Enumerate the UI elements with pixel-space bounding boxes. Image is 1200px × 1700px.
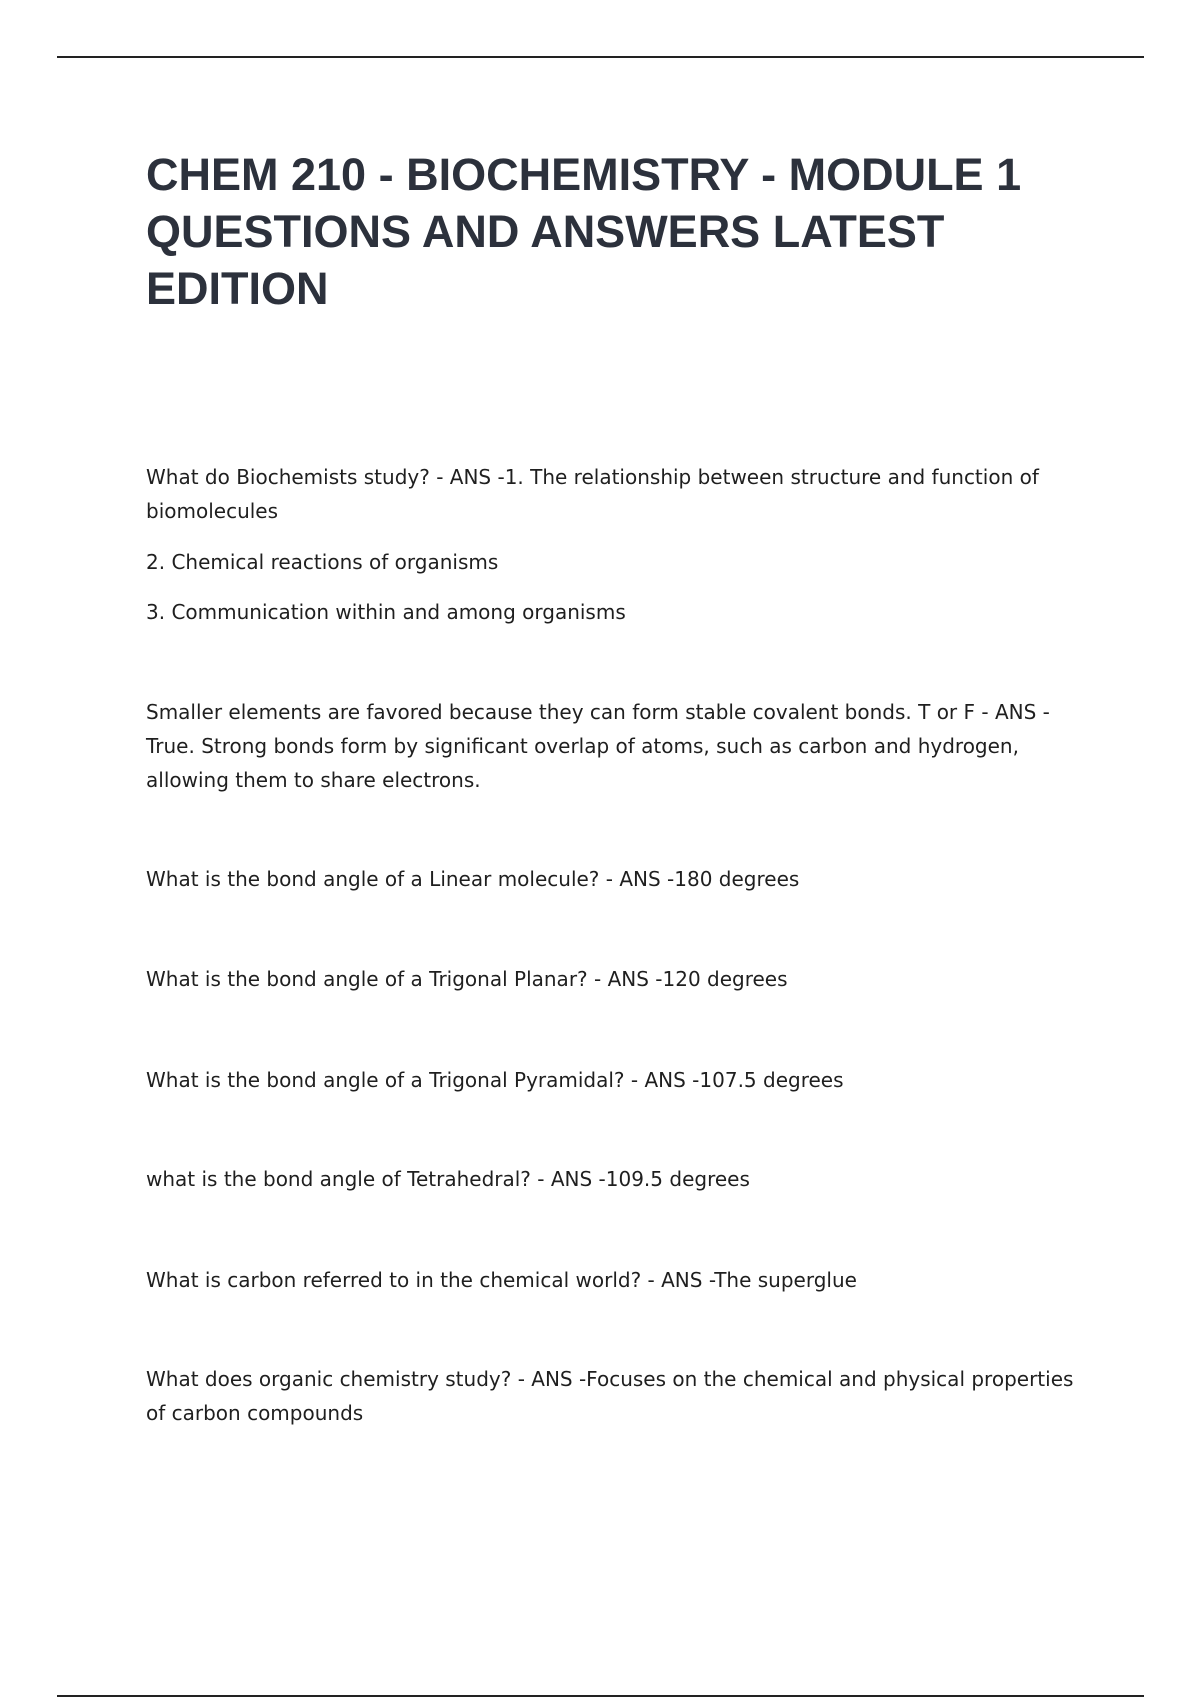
qa-paragraph: Smaller elements are favored because they can form stable covalent bonds. T or F - ANS - True. Strong bonds form by significant overlap of atoms, such as carbon and hydrogen, allowing them to share electrons.	[146, 700, 1050, 792]
qa-paragraph: What is the bond angle of a Linear molecule? - ANS -180 degrees	[146, 867, 800, 891]
qa-paragraph: What does organic chemistry study? - ANS -Focuses on the chemical and physical properties of carbon compounds	[146, 1367, 1074, 1425]
qa-paragraph: 3. Communication within and among organisms	[146, 600, 626, 624]
qa-paragraph: What is carbon referred to in the chemical world? - ANS -The superglue	[146, 1268, 857, 1292]
document-title: CHEM 210 - BIOCHEMISTRY - MODULE 1 QUESTIONS AND ANSWERS LATEST EDITION	[146, 149, 1022, 314]
bottom-rule	[57, 1695, 1144, 1697]
qa-paragraph: What is the bond angle of a Trigonal Planar? - ANS -120 degrees	[146, 967, 788, 991]
top-rule	[57, 56, 1144, 58]
qa-paragraph: What is the bond angle of a Trigonal Pyramidal? - ANS -107.5 degrees	[146, 1068, 844, 1092]
qa-paragraph: 2. Chemical reactions of organisms	[146, 550, 499, 574]
qa-paragraph: what is the bond angle of Tetrahedral? - ANS -109.5 degrees	[146, 1167, 750, 1191]
qa-paragraph: What do Biochemists study? - ANS -1. The relationship between structure and function of biomolecules	[146, 465, 1039, 523]
